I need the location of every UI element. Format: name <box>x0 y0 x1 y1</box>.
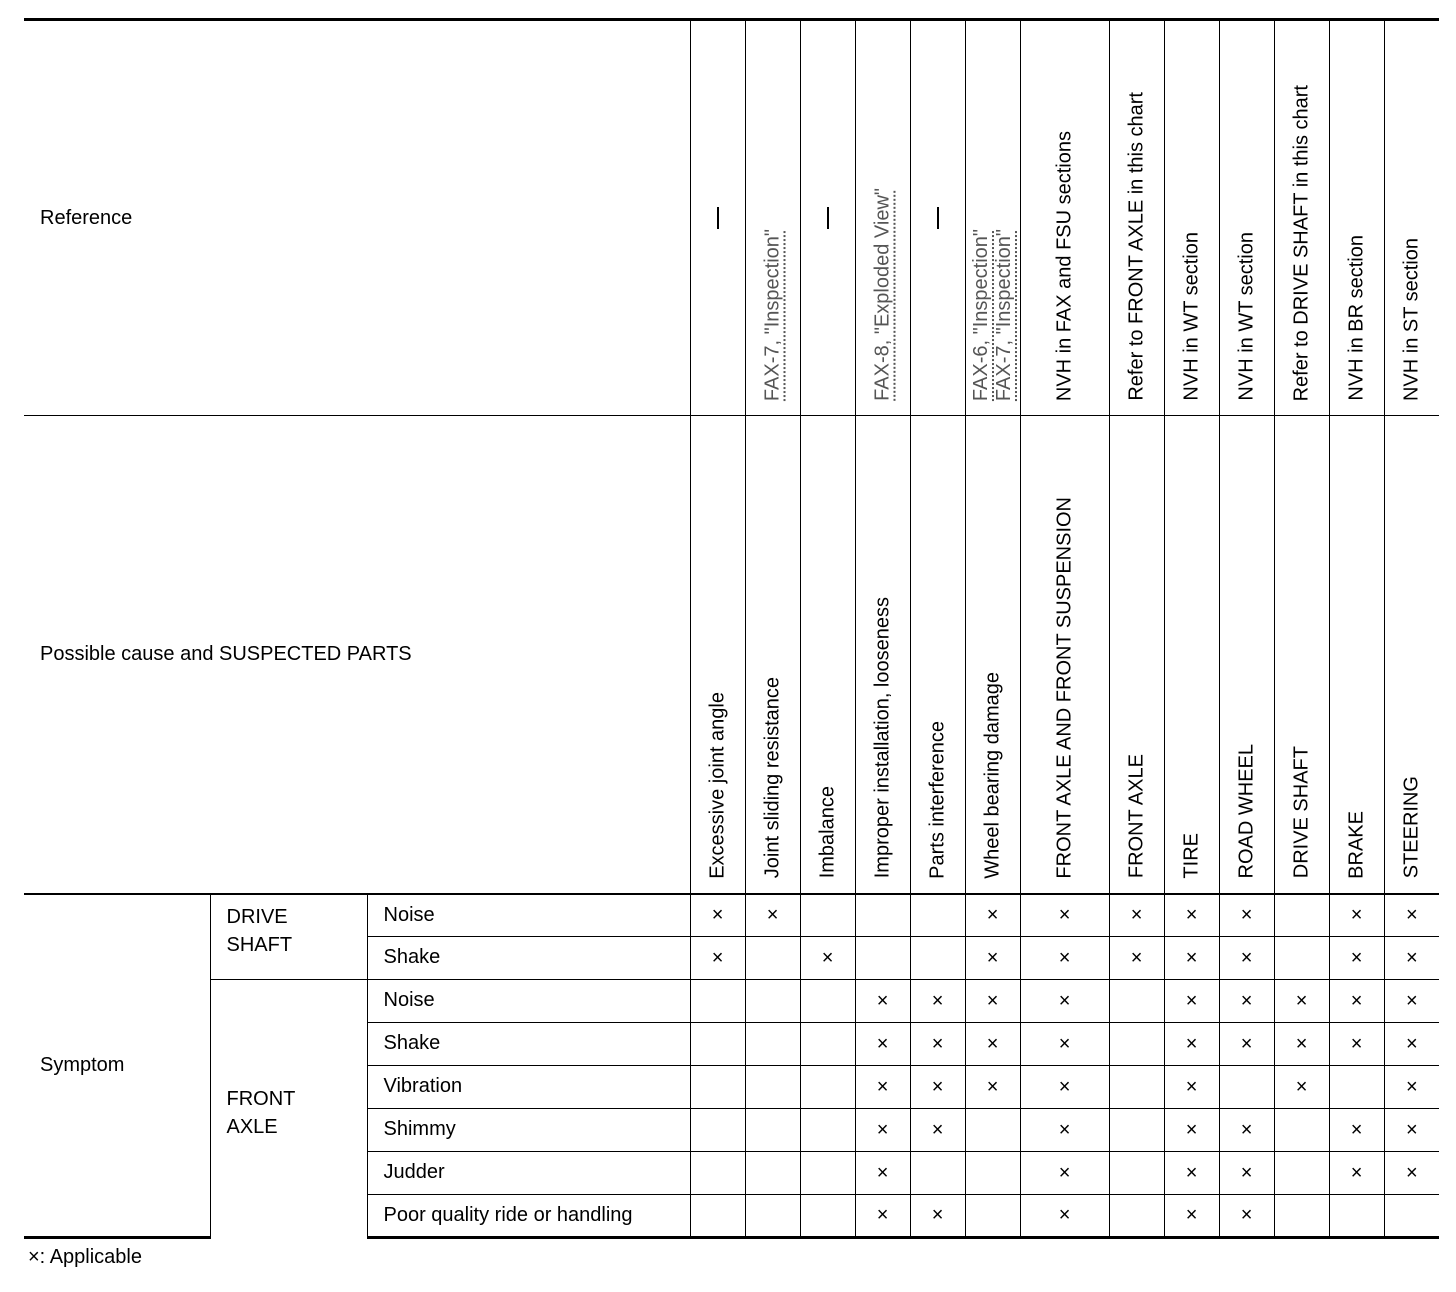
symptom-name: Noise <box>367 980 690 1023</box>
cause-header-cell <box>855 416 910 894</box>
cause-header-cell <box>745 416 800 894</box>
symptom-name: Vibration <box>367 1066 690 1109</box>
empty-cell <box>1109 1066 1164 1109</box>
empty-cell <box>745 1152 800 1195</box>
applicable-mark: × <box>1164 937 1219 980</box>
applicable-mark: × <box>1020 1109 1109 1152</box>
reference-cell <box>910 20 965 416</box>
applicable-mark: × <box>965 980 1020 1023</box>
applicable-mark: × <box>855 980 910 1023</box>
reference-line: Refer to DRIVE SHAFT in this chart <box>1290 84 1313 401</box>
empty-cell <box>800 980 855 1023</box>
cause-label: STEERING <box>1400 776 1423 879</box>
symptom-name: Poor quality ride or handling <box>367 1195 690 1238</box>
part-label-line: FRONT <box>226 1087 296 1110</box>
symptom-row <box>24 980 1456 1023</box>
symptom-row <box>24 894 1456 937</box>
empty-cell <box>690 1023 745 1066</box>
applicable-mark: × <box>745 894 800 937</box>
empty-cell <box>745 937 800 980</box>
cause-label: Excessive joint angle <box>706 691 729 879</box>
part-group-label <box>210 980 367 1238</box>
applicable-mark: × <box>1219 980 1274 1023</box>
empty-cell <box>965 1195 1020 1238</box>
symptom-label: Symptom <box>24 894 210 1238</box>
reference-line: NVH in WT section <box>1180 232 1203 401</box>
applicable-mark: × <box>1329 980 1384 1023</box>
applicable-mark: × <box>855 1195 910 1238</box>
reference-cell <box>1020 20 1109 416</box>
empty-cell <box>800 1152 855 1195</box>
part-label-line: DRIVE <box>226 905 288 928</box>
empty-cell <box>800 894 855 937</box>
empty-cell <box>1274 1152 1329 1195</box>
reference-line: FAX-6, "Inspection" <box>969 228 992 401</box>
reference-line: NVH in ST section <box>1400 237 1423 401</box>
empty-cell <box>1109 1152 1164 1195</box>
applicable-mark: × <box>1219 1023 1274 1066</box>
applicable-mark: × <box>800 937 855 980</box>
applicable-mark: × <box>1329 1023 1384 1066</box>
reference-line: NVH in WT section <box>1235 232 1258 401</box>
applicable-mark: × <box>1384 1109 1439 1152</box>
reference-cell <box>855 20 910 416</box>
applicable-mark: × <box>690 894 745 937</box>
empty-cell <box>1274 1109 1329 1152</box>
empty-cell <box>800 1023 855 1066</box>
applicable-mark: × <box>910 1023 965 1066</box>
applicable-mark: × <box>1384 1152 1439 1195</box>
part-group-label <box>210 894 367 980</box>
reference-cell <box>1109 20 1164 416</box>
symptom-name: Shake <box>367 937 690 980</box>
applicable-mark: × <box>965 1023 1020 1066</box>
cause-header-cell <box>1020 416 1109 894</box>
cause-label: TIRE <box>1180 832 1203 879</box>
applicable-mark: × <box>910 1109 965 1152</box>
nvh-troubleshooting-table <box>24 18 1456 1239</box>
part-label-line: AXLE <box>226 1115 278 1138</box>
applicable-mark: × <box>1274 1023 1329 1066</box>
applicable-mark: × <box>1329 937 1384 980</box>
empty-cell <box>800 1066 855 1109</box>
applicable-mark: × <box>1219 1195 1274 1238</box>
applicable-mark: × <box>1164 894 1219 937</box>
applicable-mark: × <box>855 1152 910 1195</box>
reference-dash <box>717 207 719 229</box>
cause-header-cell <box>1164 416 1219 894</box>
applicable-mark: × <box>855 1109 910 1152</box>
applicable-mark: × <box>1219 1109 1274 1152</box>
empty-cell <box>855 894 910 937</box>
applicable-mark: × <box>1020 1152 1109 1195</box>
cause-label: FRONT AXLE AND FRONT SUSPENSION <box>1053 496 1076 879</box>
applicable-mark: × <box>965 894 1020 937</box>
applicable-mark: × <box>965 937 1020 980</box>
reference-cell <box>1274 20 1329 416</box>
reference-row <box>24 20 1456 416</box>
reference-line: NVH in BR section <box>1345 235 1368 401</box>
empty-cell <box>745 1195 800 1238</box>
empty-cell <box>745 980 800 1023</box>
cause-label: FRONT AXLE <box>1125 754 1148 879</box>
cause-label: DRIVE SHAFT <box>1290 746 1313 879</box>
empty-cell <box>1384 1195 1439 1238</box>
empty-cell <box>745 1023 800 1066</box>
applicable-mark: × <box>910 1066 965 1109</box>
cause-header-cell <box>1384 416 1439 894</box>
reference-text <box>1125 92 1148 401</box>
causes-row <box>24 416 1456 894</box>
cause-label: ROAD WHEEL <box>1235 744 1258 879</box>
empty-cell <box>910 937 965 980</box>
applicable-mark: × <box>1020 937 1109 980</box>
applicable-mark: × <box>1384 894 1439 937</box>
applicable-mark: × <box>855 1023 910 1066</box>
reference-cell <box>1384 20 1439 416</box>
reference-text <box>1235 232 1258 401</box>
cause-label: Improper installation, looseness <box>871 597 894 879</box>
symptom-name: Shimmy <box>367 1109 690 1152</box>
reference-line: FAX-8, "Exploded View" <box>871 188 894 401</box>
empty-cell <box>855 937 910 980</box>
applicable-mark: × <box>1020 1195 1109 1238</box>
empty-cell <box>745 1109 800 1152</box>
applicable-mark: × <box>1219 1152 1274 1195</box>
empty-cell <box>910 1152 965 1195</box>
reference-line: FAX-7, "Inspection" <box>992 228 1015 401</box>
empty-cell <box>800 1195 855 1238</box>
applicable-mark: × <box>1164 1152 1219 1195</box>
cause-header-cell <box>1274 416 1329 894</box>
empty-cell <box>1329 1066 1384 1109</box>
reference-cell <box>965 20 1020 416</box>
applicable-mark: × <box>1329 894 1384 937</box>
applicable-mark: × <box>855 1066 910 1109</box>
applicable-mark: × <box>1020 980 1109 1023</box>
reference-cell <box>1164 20 1219 416</box>
reference-dash <box>937 207 939 229</box>
empty-cell <box>965 1109 1020 1152</box>
cause-header-cell <box>1109 416 1164 894</box>
causes-label: Possible cause and SUSPECTED PARTS <box>24 416 690 894</box>
applicable-mark: × <box>910 1195 965 1238</box>
cause-header-cell <box>800 416 855 894</box>
reference-text <box>1180 232 1203 401</box>
empty-cell <box>910 894 965 937</box>
applicable-mark: × <box>1109 894 1164 937</box>
cause-header-cell <box>690 416 745 894</box>
cause-header-cell <box>1329 416 1384 894</box>
empty-cell <box>690 1195 745 1238</box>
applicable-mark: × <box>1109 937 1164 980</box>
applicable-mark: × <box>1164 1066 1219 1109</box>
applicable-mark: × <box>1164 1195 1219 1238</box>
reference-cell <box>1219 20 1274 416</box>
applicable-mark: × <box>1384 937 1439 980</box>
reference-label: Reference <box>24 20 690 416</box>
reference-line: Refer to FRONT AXLE in this chart <box>1125 92 1148 401</box>
reference-dash <box>827 207 829 229</box>
applicable-mark: × <box>1384 1023 1439 1066</box>
cause-label: BRAKE <box>1345 810 1368 879</box>
reference-cell <box>800 20 855 416</box>
applicable-mark: × <box>1274 980 1329 1023</box>
applicable-mark: × <box>1384 1066 1439 1109</box>
cause-label: Wheel bearing damage <box>981 671 1004 879</box>
cause-label: Joint sliding resistance <box>761 677 784 879</box>
reference-cell <box>690 20 745 416</box>
symptom-name: Shake <box>367 1023 690 1066</box>
reference-text <box>1400 238 1423 401</box>
empty-cell <box>1219 1066 1274 1109</box>
legend-note: ×: Applicable <box>28 1246 142 1268</box>
reference-text <box>1345 235 1368 401</box>
applicable-mark: × <box>1219 937 1274 980</box>
cause-header-cell <box>1219 416 1274 894</box>
cause-label: Imbalance <box>816 786 839 879</box>
applicable-mark: × <box>1274 1066 1329 1109</box>
applicable-mark: × <box>1384 980 1439 1023</box>
applicable-mark: × <box>1329 1152 1384 1195</box>
applicable-mark: × <box>1219 894 1274 937</box>
empty-cell <box>745 1066 800 1109</box>
empty-cell <box>1274 1195 1329 1238</box>
reference-cell <box>745 20 800 416</box>
empty-cell <box>1109 1109 1164 1152</box>
empty-cell <box>800 1109 855 1152</box>
empty-cell <box>1329 1195 1384 1238</box>
reference-link[interactable] <box>761 229 784 401</box>
applicable-mark: × <box>1164 1109 1219 1152</box>
applicable-mark: × <box>1329 1109 1384 1152</box>
applicable-mark: × <box>1164 1023 1219 1066</box>
symptom-name: Judder <box>367 1152 690 1195</box>
empty-cell <box>965 1152 1020 1195</box>
reference-link[interactable] <box>871 188 894 401</box>
part-label-line: SHAFT <box>226 933 293 956</box>
empty-cell <box>690 980 745 1023</box>
empty-cell <box>1109 1195 1164 1238</box>
empty-cell <box>1274 894 1329 937</box>
applicable-mark: × <box>965 1066 1020 1109</box>
applicable-mark: × <box>1020 894 1109 937</box>
applicable-mark: × <box>690 937 745 980</box>
symptom-name: Noise <box>367 894 690 937</box>
reference-cell <box>1329 20 1384 416</box>
reference-text <box>1053 131 1076 401</box>
cause-header-cell <box>910 416 965 894</box>
empty-cell <box>1109 1023 1164 1066</box>
empty-cell <box>1274 937 1329 980</box>
reference-line: FAX-7, "Inspection" <box>761 228 784 401</box>
empty-cell <box>690 1109 745 1152</box>
cause-label: Parts interference <box>926 720 949 879</box>
empty-cell <box>1109 980 1164 1023</box>
cause-header-cell <box>965 416 1020 894</box>
applicable-mark: × <box>1164 980 1219 1023</box>
empty-cell <box>690 1152 745 1195</box>
empty-cell <box>690 1066 745 1109</box>
applicable-mark: × <box>910 980 965 1023</box>
reference-text <box>1290 85 1313 401</box>
reference-link[interactable] <box>970 229 1016 401</box>
reference-line: NVH in FAX and FSU sections <box>1053 130 1076 401</box>
applicable-mark: × <box>1020 1023 1109 1066</box>
applicable-mark: × <box>1020 1066 1109 1109</box>
